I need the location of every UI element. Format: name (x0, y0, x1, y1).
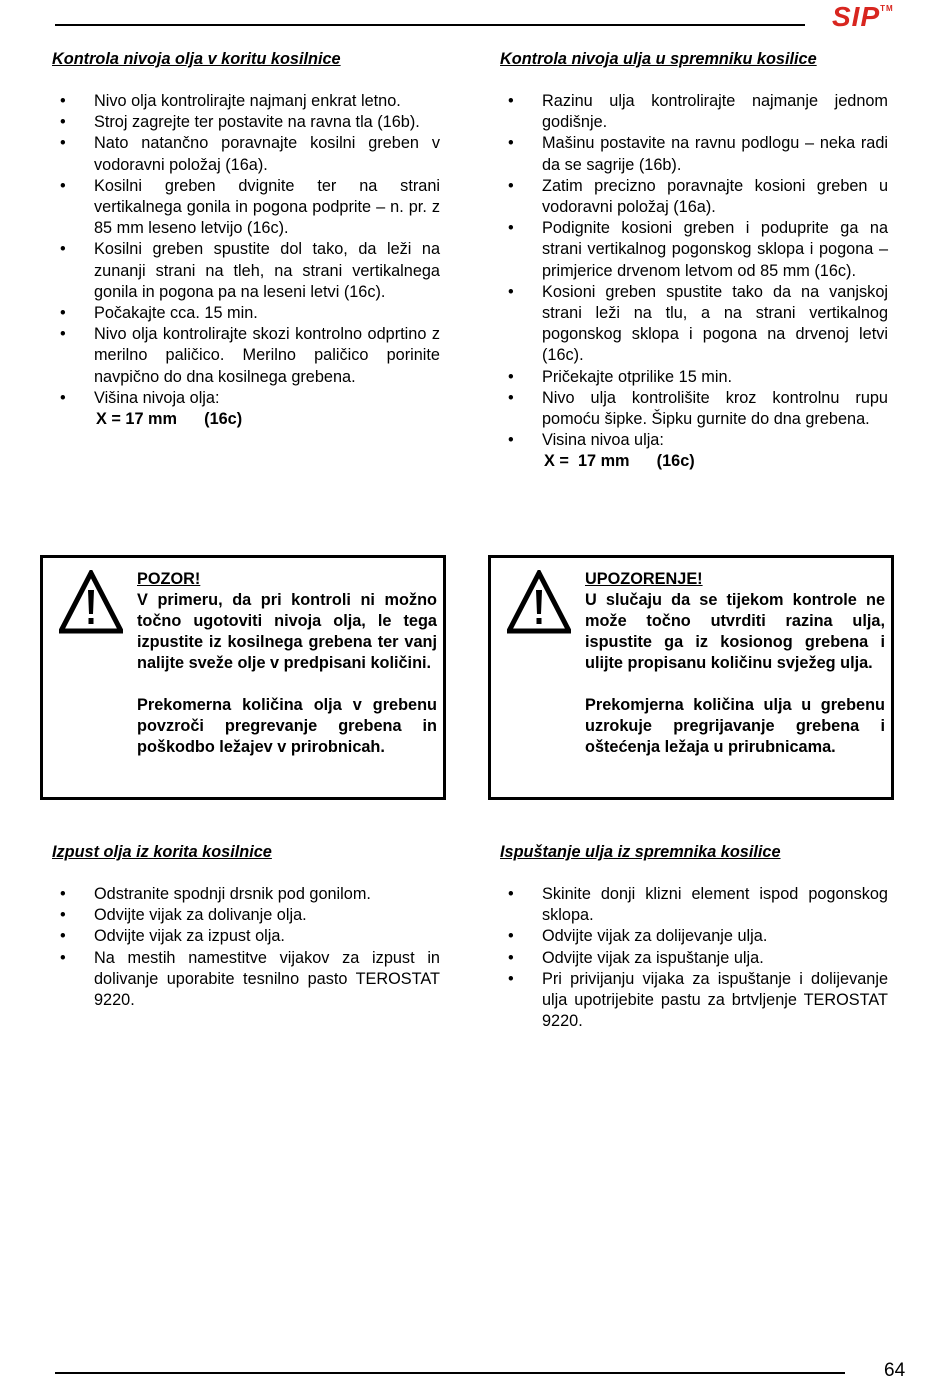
bullet-list (500, 91, 888, 473)
right-oil-drain-section (500, 842, 888, 1032)
list-item: • Nivo ulja kontrolišite kroz kontrolnu rupu pomoću šipke. Šipku gurnite do dna grebena. (500, 388, 888, 430)
list-item: • Razinu ulja kontrolirajte najmanje jednom godišnje. (500, 91, 888, 133)
section-heading: Izpust olja iz korita kosilnice (52, 843, 272, 861)
logo-trademark: TM (880, 4, 894, 13)
list-item: • Na mestih namestitve vijakov za izpust in dolivanje uporabite tesnilno pasto TEROSTAT 9220. (52, 948, 440, 1012)
warning-title: UPOZORENJE! (585, 570, 703, 588)
list-item: • Stroj zagrejte ter postavite na ravna tla (16b). (52, 112, 440, 133)
list-item: • Zatim precizno poravnajte kosioni greben u vodoravni položaj (16a). (500, 176, 888, 218)
list-item: • Odvijte vijak za ispuštanje ulja. (500, 948, 888, 969)
warning-text: Prekomjerna količina ulja u grebenu uzrokuje pregrijavanje grebena i oštećenja ležaja u prirubnicama. (585, 696, 885, 756)
list-item: • Podignite kosioni greben i poduprite ga na strani vertikalnog pogonskog sklopa i pogona – primjerice drvenom letvom od 85 mm (16c). (500, 218, 888, 282)
warning-title: POZOR! (137, 570, 201, 588)
left-oil-drain-section (52, 842, 440, 1011)
right-oil-level-section (500, 49, 888, 473)
list-item-text: Višina nivoja olja: (94, 388, 220, 407)
list-item (52, 388, 440, 430)
warning-triangle-icon (507, 570, 571, 634)
oil-level-value: X = 17 mm (16c) (544, 452, 695, 471)
list-item: • Odstranite spodnji drsnik pod gonilom. (52, 884, 440, 905)
list-item-text: Visina nivoa ulja: (542, 431, 664, 450)
sip-logo (832, 1, 894, 33)
list-item: • Mašinu postavite na ravnu podlogu – neka radi da se sagrije (16b). (500, 133, 888, 175)
list-item: • Nivo olja kontrolirajte najmanj enkrat letno. (52, 91, 440, 112)
section-heading: Kontrola nivoja ulja u spremniku kosilice (500, 50, 817, 68)
list-item: • Pri privijanju vijaka za ispuštanje i dolijevanje ulja upotrijebite pastu za brtvljenje TEROSTAT 9220. (500, 969, 888, 1033)
bottom-rule (55, 1372, 845, 1374)
section-heading: Kontrola nivoja olja v koritu kosilnice (52, 50, 341, 68)
list-item: • Kosilni greben dvignite ter na strani vertikalnega gonila in pogona podprite – n. pr. z 85 mm leseno letvijo (16c). (52, 176, 440, 240)
page-number: 64 (884, 1360, 906, 1381)
warning-text: Prekomerna količina olja v grebenu povzroči pregrevanje grebena in poškodbo ležajev v prirobnicah. (137, 696, 437, 756)
list-item: • Pričekajte otprilike 15 min. (500, 367, 888, 388)
list-item: • Odvijte vijak za dolivanje olja. (52, 905, 440, 926)
list-item: • Kosilni greben spustite dol tako, da leži na zunanji strani na tleh, na strani vertikalnega gonila in pogona pa na leseni letvi (16c). (52, 239, 440, 303)
logo-text: SIP (832, 1, 881, 32)
warning-text: V primeru, da pri kontroli ni možno točno ugotoviti nivoja olja, le tega izpustite iz kosilnega grebena ter vanj nalijte sveže olje v predpisani količini. (137, 591, 437, 672)
top-rule (55, 24, 805, 26)
list-item: • Nivo olja kontrolirajte skozi kontrolno odprtino z merilno paličico. Merilno paličico porinite navpično do dna kosilnega grebena. (52, 324, 440, 388)
list-item (500, 430, 888, 472)
warning-text: U slučaju da se tijekom kontrole ne može točno utvrditi razina ulja, ispustite ga iz kosionog grebena i ulijte propisanu količinu svježeg ulja. (585, 591, 885, 672)
left-oil-level-section (52, 49, 440, 430)
list-item: • Počakajte cca. 15 min. (52, 303, 440, 324)
list-item: • Odvijte vijak za izpust olja. (52, 926, 440, 947)
bullet-list (500, 884, 888, 1032)
warning-box-left (40, 555, 446, 800)
list-item: • Nato natančno poravnajte kosilni greben v vodoravni položaj (16a). (52, 133, 440, 175)
list-item: • Kosioni greben spustite tako da na vanjskoj strani leži na tlu, a na strani vertikalnog pogonskog sklopa i pogona na drvenoj letvi (16c). (500, 282, 888, 367)
oil-level-value: X = 17 mm (16c) (96, 410, 243, 429)
warning-box-right (488, 555, 894, 800)
list-item: • Skinite donji klizni element ispod pogonskog sklopa. (500, 884, 888, 926)
list-item: • Odvijte vijak za dolijevanje ulja. (500, 926, 888, 947)
bullet-list (52, 884, 440, 1011)
warning-triangle-icon (59, 570, 123, 634)
section-heading: Ispuštanje ulja iz spremnika kosilice (500, 843, 781, 861)
bullet-list (52, 91, 440, 430)
